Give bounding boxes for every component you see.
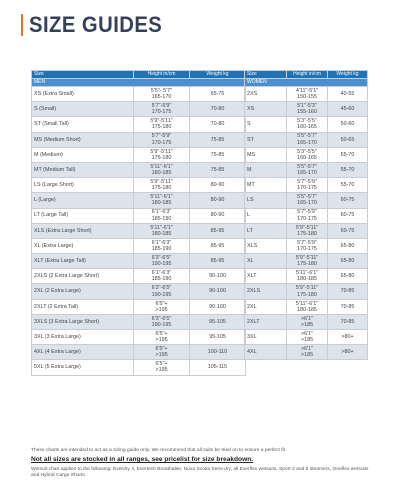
height-cell: 5'5"-5'7" 165-170 [287, 132, 328, 147]
table-row [32, 132, 246, 147]
size-cell: LS (Large Short) [32, 178, 134, 193]
table-row [32, 345, 246, 360]
height-cell: 6'5"+ >195 [134, 345, 190, 360]
height-cell: >6'1" >185 [287, 330, 328, 345]
column-header-height: Height in/cm [287, 71, 328, 79]
size-cell: XL (Extra Large) [32, 238, 134, 253]
height-cell: 5'5"- 5'7" 165-170 [134, 87, 190, 102]
disclaimer-note: These charts are intended to act as a sizing guide only. We recommend that all suits be tried on to ensure a perfect fit. [31, 448, 287, 453]
table-row [32, 238, 246, 253]
size-cell: XL [245, 254, 287, 269]
table-row [32, 193, 246, 208]
weight-cell: 80-90 [190, 208, 246, 223]
table-row [32, 147, 246, 162]
height-cell: 5'7"-5'9" 170-175 [134, 102, 190, 117]
size-cell: 2XS [245, 87, 287, 102]
size-cell: 3XLS (3 Extra Large Short) [32, 314, 134, 329]
table-row [245, 102, 368, 117]
size-cell: 3XL [245, 330, 287, 345]
weight-cell: 50-65 [328, 132, 368, 147]
size-cell: S (Small) [32, 102, 134, 117]
height-cell: 5'7"-5'9" 170-175 [287, 238, 328, 253]
height-cell: 5'11"-6'1" 180-185 [287, 269, 328, 284]
group-label: MEN [32, 79, 246, 87]
women-size-table [244, 70, 368, 360]
weight-cell: 55-70 [328, 178, 368, 193]
height-cell: 5'9"-5'11" 175-180 [287, 223, 328, 238]
size-cell: 2XL (2 Extra Large) [32, 284, 134, 299]
table-row [32, 330, 246, 345]
table-row [32, 299, 246, 314]
table-row [32, 360, 246, 375]
table-row [245, 284, 368, 299]
size-cell: MT [245, 178, 287, 193]
size-cell: M [245, 162, 287, 177]
size-cell: 5XL (5 Extra Large) [32, 360, 134, 375]
weight-cell: 100-110 [190, 345, 246, 360]
column-header-size: Size [32, 71, 134, 79]
weight-cell: 85-95 [190, 238, 246, 253]
table-row [245, 314, 368, 329]
height-cell: 5'11"-6'1" 180-185 [134, 223, 190, 238]
group-row-men [32, 79, 246, 87]
size-cell: 4XL (4 Extra Large) [32, 345, 134, 360]
size-cell: XLS [245, 238, 287, 253]
weight-cell: 70-80 [190, 117, 246, 132]
table-header-row [245, 71, 368, 79]
size-cell: XS [245, 102, 287, 117]
table-row [245, 162, 368, 177]
weight-cell: 65-80 [328, 238, 368, 253]
weight-cell: 90-100 [190, 269, 246, 284]
title-block [21, 13, 174, 37]
column-header-weight: Weight kg [190, 71, 246, 79]
height-cell: 6'3"-6'5" 190-195 [134, 314, 190, 329]
table-row [32, 269, 246, 284]
weight-cell: 90-100 [190, 299, 246, 314]
table-row [32, 208, 246, 223]
height-cell: 5'3"-5'5" 160-165 [287, 147, 328, 162]
weight-cell: 65-80 [328, 254, 368, 269]
size-cell: MT (Medium Tall) [32, 162, 134, 177]
group-label: WOMEN [245, 79, 368, 87]
table-row [32, 314, 246, 329]
weight-cell: 95-105 [190, 330, 246, 345]
table-row [245, 87, 368, 102]
height-cell: 6'5"+ >195 [134, 299, 190, 314]
size-cell: 2XLS [245, 284, 287, 299]
weight-cell: 70-80 [190, 102, 246, 117]
height-cell: 5'5"-5'7" 165-170 [287, 162, 328, 177]
weight-cell: 70-85 [328, 284, 368, 299]
height-cell: 6'5"+ >195 [134, 360, 190, 375]
table-header-row [32, 71, 246, 79]
table-row [245, 330, 368, 345]
size-cell: 4XL [245, 345, 287, 360]
weight-cell: 60-75 [328, 193, 368, 208]
table-row [245, 117, 368, 132]
height-cell: 5'1"-5'3" 155-160 [287, 102, 328, 117]
table-row [245, 269, 368, 284]
table-row [245, 132, 368, 147]
height-cell: 5'9"-5'11" 175-180 [134, 117, 190, 132]
size-cell: 3XL (3 Extra Large) [32, 330, 134, 345]
weight-cell: 60-75 [328, 223, 368, 238]
weight-cell: 85-95 [190, 223, 246, 238]
column-header-weight: Weight kg [328, 71, 368, 79]
size-cell: XLT [245, 269, 287, 284]
weight-cell: 65-80 [328, 269, 368, 284]
weight-cell: 70-85 [328, 314, 368, 329]
size-cell: 2XLS (2 Extra Large Short) [32, 269, 134, 284]
size-cell: M (Medium) [32, 147, 134, 162]
applies-note: Wetsuit chart applies to the following: Everdry 4, Evertech Breathable, Nova Scotia Semi-dry, all Everflex wetsuits, Sport 3 and 5 steamers, Oneflex wetsuits and Hybrid Cargo Shorts. [31, 467, 369, 479]
height-cell: 5'7"-5'9" 170-175 [287, 178, 328, 193]
height-cell: 5'11"-6'1" 180-185 [134, 193, 190, 208]
table-row [245, 254, 368, 269]
size-cell: LT (Large Tall) [32, 208, 134, 223]
height-cell: 5'5"-5'7" 165-170 [287, 193, 328, 208]
table-row [32, 223, 246, 238]
weight-cell: 40-55 [328, 87, 368, 102]
table-row [245, 345, 368, 360]
weight-cell: 80-90 [190, 193, 246, 208]
table-row [245, 208, 368, 223]
height-cell: 5'11"-6'1" 180-185 [287, 299, 328, 314]
table-row [245, 178, 368, 193]
weight-cell: 85-95 [190, 254, 246, 269]
weight-cell: 80-90 [190, 178, 246, 193]
height-cell: 5'3"-5'5" 160-165 [287, 117, 328, 132]
table-row [32, 102, 246, 117]
size-cell: XLT (Extra Large Tall) [32, 254, 134, 269]
weight-cell: 50-60 [328, 117, 368, 132]
height-cell: 4'11"-5'1" 150-155 [287, 87, 328, 102]
weight-cell: 75-85 [190, 147, 246, 162]
table-row [245, 147, 368, 162]
men-size-table [31, 70, 246, 376]
size-cell: S [245, 117, 287, 132]
height-cell: 5'9"-5'11" 175-180 [134, 178, 190, 193]
table-row [245, 223, 368, 238]
weight-cell: 60-75 [328, 208, 368, 223]
size-cell: ST (Small Tall) [32, 117, 134, 132]
weight-cell: 70-85 [328, 299, 368, 314]
height-cell: 5'9"-5'11" 175-180 [287, 254, 328, 269]
weight-cell: 45-60 [328, 102, 368, 117]
weight-cell: 95-105 [190, 314, 246, 329]
size-cell: L [245, 208, 287, 223]
height-cell: >6'1" >185 [287, 314, 328, 329]
height-cell: 5'7"-5'9" 170-175 [287, 208, 328, 223]
size-cell: 2XLT (2 Extra Tall) [32, 299, 134, 314]
size-cell: L (Large) [32, 193, 134, 208]
height-cell: 6'1"-6'3" 185-190 [134, 269, 190, 284]
table-row [32, 254, 246, 269]
height-cell: 5'9"-5'11" 175-180 [134, 147, 190, 162]
weight-cell: 105-115 [190, 360, 246, 375]
size-cell: 2XLT [245, 314, 287, 329]
weight-cell: >80+ [328, 345, 368, 360]
size-cell: ST [245, 132, 287, 147]
weight-cell: 75-85 [190, 162, 246, 177]
title-accent-bar [21, 14, 23, 36]
weight-cell: 55-70 [328, 147, 368, 162]
table-row [245, 299, 368, 314]
height-cell: 6'5"+ >195 [134, 330, 190, 345]
table-row [32, 284, 246, 299]
table-row [32, 162, 246, 177]
size-cell: XS (Extra Small) [32, 87, 134, 102]
stock-note: Not all sizes are stocked in all ranges, see pricelist for size breakdown. [31, 456, 254, 463]
weight-cell: 55-70 [328, 162, 368, 177]
table-row [245, 193, 368, 208]
height-cell: 6'3"-6'5" 190-195 [134, 254, 190, 269]
size-cell: MS [245, 147, 287, 162]
table-row [32, 117, 246, 132]
table-row [32, 87, 246, 102]
height-cell: 5'9"-5'11" 175-180 [287, 284, 328, 299]
group-row-women [245, 79, 368, 87]
weight-cell: 90-100 [190, 284, 246, 299]
height-cell: 6'1"-6'3" 185-190 [134, 208, 190, 223]
size-cell: LT [245, 223, 287, 238]
size-cell: 2XL [245, 299, 287, 314]
page-title: SIZE GUIDES [29, 12, 163, 37]
weight-cell: 75-85 [190, 132, 246, 147]
size-cell: LS [245, 193, 287, 208]
height-cell: 6'1"-6'3" 185-190 [134, 238, 190, 253]
table-row [32, 178, 246, 193]
column-header-size: Size [245, 71, 287, 79]
table-row [245, 238, 368, 253]
size-cell: MS (Medium Short) [32, 132, 134, 147]
height-cell: 5'7"-5'9" 170-175 [134, 132, 190, 147]
height-cell: 5'11"-6'1" 180-185 [134, 162, 190, 177]
weight-cell: 65-75 [190, 87, 246, 102]
column-header-height: Height in/cm [134, 71, 190, 79]
size-cell: XLS (Extra Large Short) [32, 223, 134, 238]
height-cell: >6'1" >185 [287, 345, 328, 360]
height-cell: 6'3"-6'5" 190-195 [134, 284, 190, 299]
weight-cell: >80+ [328, 330, 368, 345]
